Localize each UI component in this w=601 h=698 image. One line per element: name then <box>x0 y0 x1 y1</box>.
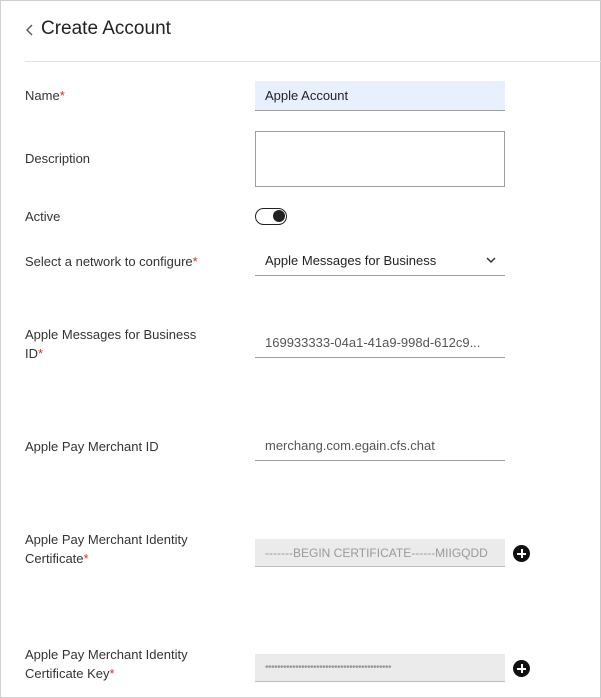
toggle-knob <box>273 210 285 222</box>
amb-id-input[interactable]: 169933333-04a1-41a9-998d-612c9... <box>255 328 505 358</box>
description-textarea[interactable] <box>255 131 505 187</box>
merchant-id-input[interactable]: merchang.com.egain.cfs.chat <box>255 431 505 461</box>
amb-id-label: Apple Messages for Business ID* <box>25 327 197 361</box>
network-label: Select a network to configure* <box>25 254 198 269</box>
certificate-label: Apple Pay Merchant Identity Certificate* <box>25 532 188 566</box>
network-select-value: Apple Messages for Business <box>265 253 437 268</box>
chevron-down-icon <box>485 254 497 266</box>
certificate-key-label: Apple Pay Merchant Identity Certificate Key* <box>25 647 188 681</box>
required-marker: * <box>109 666 115 681</box>
name-input[interactable]: Apple Account <box>255 81 505 111</box>
add-certificate-key-plus-icon[interactable] <box>513 660 530 677</box>
network-select[interactable] <box>255 246 505 276</box>
required-marker: * <box>59 88 65 103</box>
description-label: Description <box>25 151 91 166</box>
active-toggle[interactable] <box>255 208 287 225</box>
name-label: Name* <box>25 88 65 103</box>
certificate-key-input: •••••••••••••••••••••••••••••••••••••••••• <box>255 654 505 682</box>
active-label: Active <box>25 209 61 224</box>
back-chevron-icon[interactable] <box>23 21 37 39</box>
required-marker: * <box>192 254 198 269</box>
add-certificate-plus-icon[interactable] <box>513 545 530 562</box>
header-divider <box>25 61 601 62</box>
required-marker: * <box>38 346 44 361</box>
required-marker: * <box>83 551 89 566</box>
certificate-input: -------BEGIN CERTIFICATE------MIIGQDD <box>255 539 505 567</box>
header <box>1 1 600 61</box>
page-title: Create Account <box>41 18 171 39</box>
merchant-id-label: Apple Pay Merchant ID <box>25 439 159 454</box>
